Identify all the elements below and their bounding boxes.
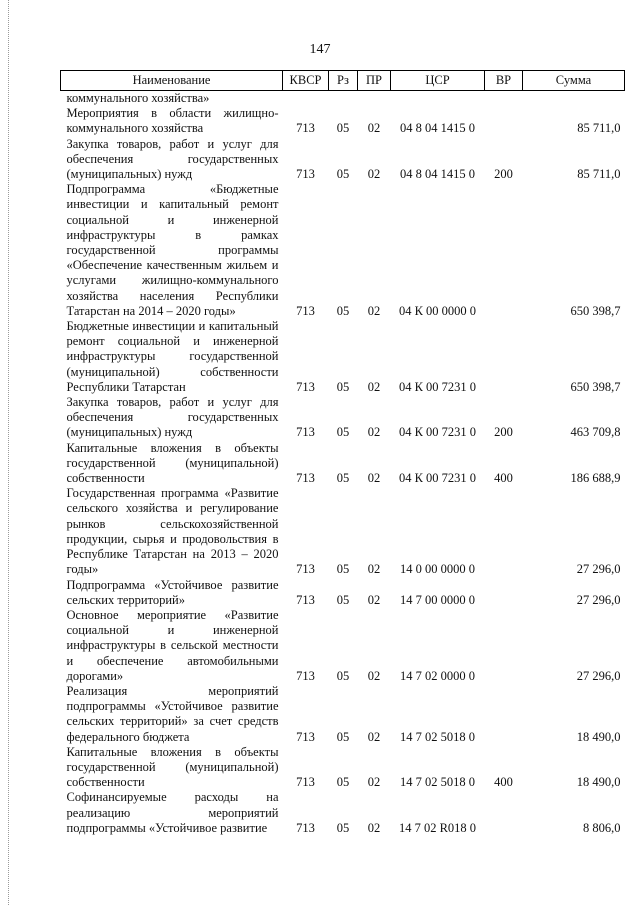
row-sum: 27 296,0 xyxy=(576,668,621,683)
row-sum: 85 711,0 xyxy=(577,167,621,182)
col-header-csr: ЦСР xyxy=(391,71,485,91)
row-name: Мероприятия в области жилищно-коммунального хозяйства xyxy=(66,106,279,136)
row-rz: 05 xyxy=(336,379,350,394)
row-name: Государственная программа «Развитие сельского хозяйства и регулирование рынков сельскохозяйственной продукции, сырья и продовольствия в Республике Татарстан на 2013 – 2020 годы» xyxy=(66,486,279,577)
col-header-kvsr: КВСР xyxy=(283,71,329,91)
row-vr xyxy=(485,684,523,745)
table-row xyxy=(61,745,625,791)
row-kvsr: 713 xyxy=(296,167,315,182)
col-header-rz: Рз xyxy=(329,71,358,91)
row-vr xyxy=(485,608,523,684)
row-pr: 02 xyxy=(367,471,381,486)
row-pr xyxy=(358,91,391,107)
row-vr: 200 xyxy=(494,167,513,182)
row-rz: 05 xyxy=(336,729,350,744)
row-csr: 14 0 00 0000 0 xyxy=(400,562,475,577)
row-kvsr: 713 xyxy=(296,820,315,835)
row-csr: 14 7 00 0000 0 xyxy=(400,592,475,607)
row-csr: 04 К 00 7231 0 xyxy=(398,379,477,394)
table-row xyxy=(61,91,625,107)
table-header-row xyxy=(61,71,625,91)
row-name: Основное мероприятие «Развитие социальной и инженерной инфраструктуры в сельской местности и обеспечение автомобильными дорогами» xyxy=(66,607,279,683)
row-name: Подпрограмма «Устойчивое развитие сельских территорий» xyxy=(66,577,279,607)
row-rz xyxy=(329,91,358,107)
row-pr: 02 xyxy=(367,303,381,318)
row-csr: 04 К 00 0000 0 xyxy=(398,303,477,318)
row-sum: 650 398,7 xyxy=(570,303,621,318)
row-vr xyxy=(485,319,523,395)
row-sum: 18 490,0 xyxy=(576,775,621,790)
row-rz: 05 xyxy=(336,562,350,577)
row-vr xyxy=(485,790,523,836)
row-kvsr: 713 xyxy=(296,729,315,744)
row-name: Бюджетные инвестиции и капитальный ремонт социальной и инженерной инфраструктуры государственной (муниципальной) собственности Республики Татарстан xyxy=(66,319,279,394)
row-rz: 05 xyxy=(336,121,350,136)
row-name: Капитальные вложения в объекты государственной (муниципальной) собственности xyxy=(66,744,279,790)
table-row xyxy=(61,790,625,836)
row-vr: 400 xyxy=(494,775,513,790)
row-csr xyxy=(391,91,485,107)
row-sum: 27 296,0 xyxy=(576,592,621,607)
row-pr: 02 xyxy=(367,592,381,607)
row-sum xyxy=(523,91,625,107)
table-row xyxy=(61,137,625,183)
table-row xyxy=(61,608,625,684)
row-kvsr: 713 xyxy=(296,775,315,790)
row-pr: 02 xyxy=(367,167,381,182)
row-name: Закупка товаров, работ и услуг для обеспечения государственных (муниципальных) нужд xyxy=(66,136,279,182)
row-pr: 02 xyxy=(367,425,381,440)
row-csr: 14 7 02 5018 0 xyxy=(400,729,475,744)
col-header-pr: ПР xyxy=(358,71,391,91)
row-rz: 05 xyxy=(336,471,350,486)
row-kvsr: 713 xyxy=(296,379,315,394)
budget-table xyxy=(60,70,624,836)
table-row xyxy=(61,395,625,441)
table-row xyxy=(61,319,625,395)
row-kvsr: 713 xyxy=(296,471,315,486)
row-vr: 400 xyxy=(494,471,513,486)
table-row xyxy=(61,486,625,577)
row-sum: 8 806,0 xyxy=(583,820,621,835)
row-sum: 27 296,0 xyxy=(576,562,621,577)
row-pr: 02 xyxy=(367,668,381,683)
row-pr: 02 xyxy=(367,820,381,835)
row-vr xyxy=(485,182,523,319)
row-kvsr xyxy=(283,91,329,107)
row-vr xyxy=(485,486,523,577)
table-row xyxy=(61,106,625,136)
row-rz: 05 xyxy=(336,820,350,835)
page-number: 147 xyxy=(309,42,331,57)
row-rz: 05 xyxy=(336,425,350,440)
row-vr xyxy=(485,91,523,107)
row-kvsr: 713 xyxy=(296,425,315,440)
row-rz: 05 xyxy=(336,775,350,790)
row-kvsr: 713 xyxy=(296,592,315,607)
row-name: Закупка товаров, работ и услуг для обеспечения государственных (муниципальных) нужд xyxy=(66,395,279,440)
row-sum: 186 688,9 xyxy=(570,471,621,486)
row-kvsr: 713 xyxy=(296,562,315,577)
table-row xyxy=(61,182,625,319)
row-csr: 04 К 00 7231 0 xyxy=(398,425,477,440)
row-csr: 04 8 04 1415 0 xyxy=(400,121,475,136)
row-name: Реализация мероприятий подпрограммы «Устойчивое развитие сельских территорий» за счет средств федерального бюджета xyxy=(66,683,279,744)
row-rz: 05 xyxy=(336,303,350,318)
row-pr: 02 xyxy=(367,775,381,790)
row-csr: 14 7 02 R018 0 xyxy=(398,820,477,835)
row-pr: 02 xyxy=(367,729,381,744)
row-vr xyxy=(485,578,523,608)
row-csr: 04 8 04 1415 0 xyxy=(400,167,475,182)
row-rz: 05 xyxy=(336,668,350,683)
row-pr: 02 xyxy=(367,379,381,394)
table-row xyxy=(61,684,625,745)
row-name: коммунального хозяйства» xyxy=(66,91,210,105)
row-name: Подпрограмма «Бюджетные инвестиции и капитальный ремонт социальной и инженерной инфраструктуры в рамках государственной программы «Обеспечение качественным жильем и услугами жилищно-коммунального хозяйства населения Республики Татарстан на 2014 – 2020 годы» xyxy=(66,182,279,318)
page-edge-dots xyxy=(8,0,10,905)
row-vr: 200 xyxy=(494,425,513,440)
col-header-name: Наименование xyxy=(61,71,283,91)
row-kvsr: 713 xyxy=(296,303,315,318)
row-sum: 85 711,0 xyxy=(577,121,621,136)
table-row xyxy=(61,578,625,608)
row-vr xyxy=(485,106,523,136)
row-sum: 650 398,7 xyxy=(570,379,621,394)
row-csr: 14 7 02 5018 0 xyxy=(400,775,475,790)
col-header-sum: Сумма xyxy=(523,71,625,91)
row-sum: 18 490,0 xyxy=(576,729,621,744)
row-kvsr: 713 xyxy=(296,121,315,136)
col-header-vr: ВР xyxy=(485,71,523,91)
row-pr: 02 xyxy=(367,121,381,136)
table-row xyxy=(61,441,625,487)
row-csr: 04 К 00 7231 0 xyxy=(398,471,477,486)
row-csr: 14 7 02 0000 0 xyxy=(400,668,475,683)
row-rz: 05 xyxy=(336,592,350,607)
row-sum: 463 709,8 xyxy=(570,425,621,440)
row-rz: 05 xyxy=(336,167,350,182)
row-kvsr: 713 xyxy=(296,668,315,683)
row-name: Софинансируемые расходы на реализацию мероприятий подпрограммы «Устойчивое развитие xyxy=(66,790,279,835)
row-name: Капитальные вложения в объекты государственной (муниципальной) собственности xyxy=(66,440,279,486)
row-pr: 02 xyxy=(367,562,381,577)
